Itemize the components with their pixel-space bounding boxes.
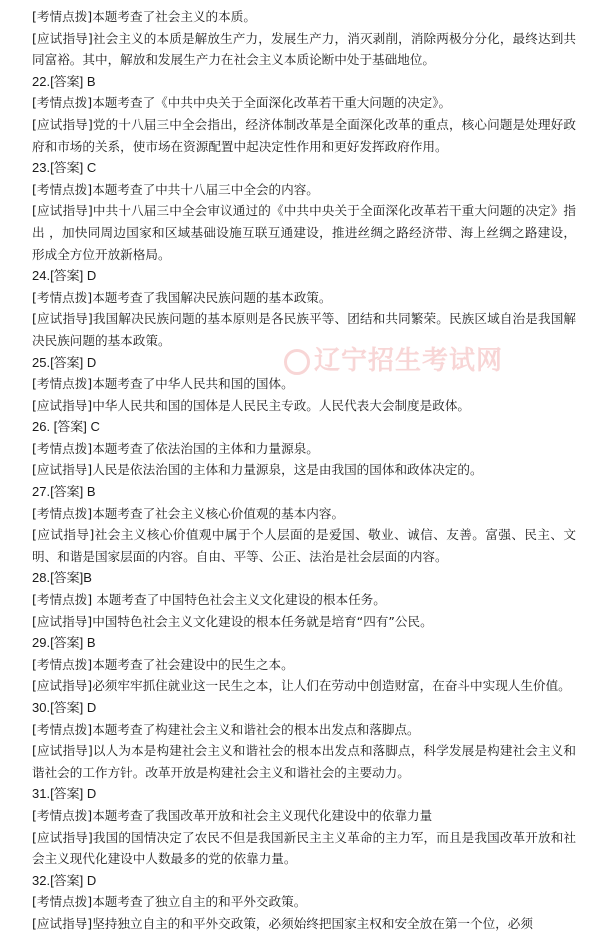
answer-item [32, 783, 576, 869]
exam-guidance: [应试指导]我国解决民族问题的基本原则是各民族平等、团结和共同繁荣。民族区域自治是我国解决民族问题的基本政策。 [32, 311, 576, 348]
intro-point: [考情点拨]本题考查了社会主义的本质。 [32, 9, 256, 24]
exam-guidance: [应试指导]以人为本是构建社会主义和谐社会的根本出发点和落脚点，科学发展是构建社会主义和谐社会的工作方针。改革开放是构建社会主义和谐社会的主要动力。 [32, 743, 576, 780]
exam-guidance: [应试指导]中华人民共和国的国体是人民民主专政。人民代表大会制度是政体。 [32, 397, 471, 413]
answer-label: 29.[答案] B [32, 635, 96, 651]
exam-guidance: [应试指导]中共十八届三中全会审议通过的《中共中央关于全面深化改革若干重大问题的决定》指出 ，加快同周边国家和区域基础设施互联互通建设，推进丝绸之路经济带、海上丝绸之路建设，形成全方位开放新格局。 [32, 203, 576, 262]
answer-item [32, 870, 576, 935]
answer-item [32, 567, 576, 632]
answer-item [32, 71, 576, 157]
answer-item [32, 265, 576, 351]
answer-label: 30.[答案] D [32, 700, 97, 715]
answer-list [32, 71, 576, 935]
answer-label: 26. [答案] C [32, 419, 100, 435]
exam-point: [考情点拨]本题考查了中共十八届三中全会的内容。 [32, 181, 319, 197]
answer-label: 28.[答案]B [32, 570, 92, 586]
exam-point: [考情点拨]本题考查了独立自主的和平外交政策。 [32, 894, 307, 910]
answer-item [32, 157, 576, 265]
exam-guidance: [应试指导]我国的国情决定了农民不但是我国新民主主义革命的主力军，而且是我国改革开放和社会主义现代化建设中人数最多的党的依靠力量。 [32, 829, 576, 867]
answer-item [32, 481, 576, 567]
exam-guidance: [应试指导]党的十八届三中全会指出，经济体制改革是全面深化改革的重点，核心问题是处理好政府和市场的关系，使市场在资源配置中起决定性作用和更好发挥政府作用。 [32, 116, 576, 154]
exam-point: [考情点拨]本题考查了社会建设中的民生之本。 [32, 656, 294, 672]
exam-point: [考情点拨]本题考查了《中共中央关于全面深化改革若干重大问题的决定》。 [32, 95, 452, 111]
answer-item [32, 416, 576, 481]
exam-point: [考情点拨]本题考查了依法治国的主体和力量源泉。 [32, 440, 319, 456]
exam-guidance: [应试指导]社会主义核心价值观中属于个人层面的是爱国、敬业、诚信、友善。富强、民主、文明、和谐是国家层面的内容。自由、平等、公正、法治是社会层面的内容。 [32, 527, 576, 564]
answer-item [32, 632, 576, 697]
answer-label: 24.[答案] D [32, 268, 97, 284]
answer-item [32, 352, 576, 417]
answer-label: 32.[答案] D [32, 872, 97, 888]
answer-label: 22.[答案] B [32, 73, 96, 89]
exam-guidance: [应试指导]人民是依法治国的主体和力量源泉，这是由我国的国体和政体决定的。 [32, 462, 483, 478]
answer-label: 25.[答案] D [32, 354, 97, 370]
exam-point: [考情点拨]本题考查了构建社会主义和谐社会的根本出发点和落脚点。 [32, 721, 420, 737]
answer-label: 23.[答案] C [32, 160, 97, 176]
exam-point: [考情点拨]本题考查了社会主义核心价值观的基本内容。 [32, 505, 345, 521]
exam-guidance: [应试指导]必须牢牢抓住就业这一民生之本，让人们在劳动中创造财富，在奋斗中实现人生价值。 [32, 678, 571, 694]
answer-label: 31.[答案] D [32, 786, 97, 802]
exam-guidance: [应试指导]中国特色社会主义文化建设的根本任务就是培育“四有”公民。 [32, 613, 433, 629]
exam-point: [考情点拨] 本题考查了中国特色社会主义文化建设的根本任务。 [32, 592, 386, 608]
intro-guide: [应试指导]社会主义的本质是解放生产力，发展生产力，消灭剥削，消除两极分分化，最终达到共同富裕。其中，解放和发展生产力在社会主义本质论断中处于基础地位。 [32, 30, 576, 68]
answer-label: 27.[答案] B [32, 484, 96, 500]
exam-point: [考情点拨]本题考查了我国解决民族问题的基本政策。 [32, 289, 332, 305]
watermark-text: 辽宁招生考试网 [314, 346, 504, 376]
exam-point: [考情点拨]本题考查了中华人民共和国的国体。 [32, 376, 294, 392]
exam-guidance: [应试指导]坚持独立自主的和平外交政策，必须始终把国家主权和安全放在第一个位，必须 [32, 915, 533, 931]
exam-point: [考情点拨]本题考查了我国改革开放和社会主义现代化建设中的依靠力量 [32, 807, 433, 823]
answer-item [32, 697, 576, 783]
